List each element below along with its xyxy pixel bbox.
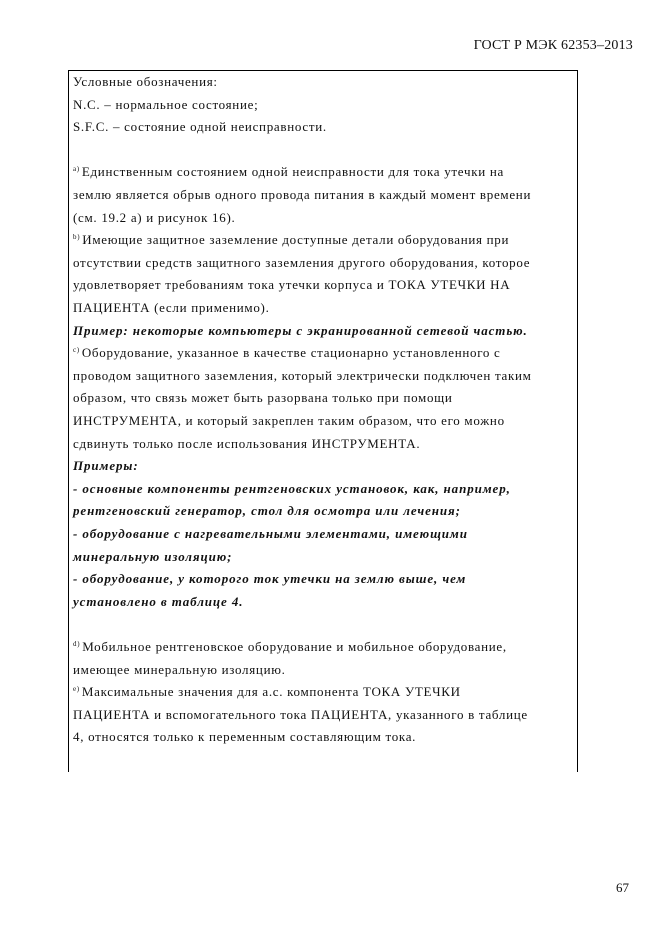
note-line <box>73 368 532 383</box>
footnote-marker: d) <box>73 640 81 648</box>
note-text: рентгеновский генератор, стол для осмотра или лечения; <box>73 503 461 519</box>
note-line <box>73 97 258 112</box>
note-line <box>73 594 243 609</box>
note-line <box>73 526 468 541</box>
footnote-marker: c) <box>73 346 80 355</box>
footnote-marker: e) <box>73 685 80 694</box>
note-text: Примеры: <box>73 458 139 474</box>
note-line <box>73 503 461 518</box>
note-line <box>73 729 416 744</box>
note-text: ПАЦИЕНТА (если применимо). <box>73 300 270 315</box>
note-text: N.C. – нормальное состояние; <box>73 96 259 112</box>
note-text: образом, что связь может быть разорвана только при помощи <box>73 390 453 406</box>
note-text: ПАЦИЕНТА и вспомогательного тока ПАЦИЕНТА, указанного в таблице <box>73 706 528 722</box>
note-text: ИНСТРУМЕНТА, и который закреплен таким образом, что его можно <box>73 413 505 428</box>
note-text: S.F.C. – состояние одной неисправности. <box>73 119 327 135</box>
note-line <box>73 571 466 586</box>
note-line <box>73 119 327 134</box>
note-line <box>73 436 420 451</box>
note-text: имеющее минеральную изоляцию. <box>73 661 286 677</box>
note-line <box>73 187 531 202</box>
note-text: Оборудование, указанное в качестве стационарно установленного с <box>81 345 501 361</box>
note-text: Единственным состоянием одной неисправности для тока утечки на <box>81 164 504 180</box>
note-text: установлено в таблице 4. <box>73 593 244 609</box>
note-text: (см. 19.2 а) и рисунок 16). <box>73 209 236 225</box>
note-line <box>73 639 507 657</box>
note-line <box>73 210 235 225</box>
note-line <box>73 345 501 363</box>
note-line <box>73 74 218 89</box>
note-text: удовлетворяет требованиям тока утечки корпуса и ТОКА УТЕЧКИ НА <box>73 277 511 293</box>
note-line <box>73 549 232 564</box>
note-text: Условные обозначения: <box>73 74 218 89</box>
note-text: - оборудование, у которого ток утечки на землю выше, чем <box>73 571 467 587</box>
footnote-marker: b) <box>73 233 81 242</box>
note-line <box>73 255 530 270</box>
note-text: - основные компоненты рентгеновских установок, как, например, <box>73 480 511 496</box>
note-line <box>73 458 139 473</box>
note-line <box>73 707 528 722</box>
note-line <box>73 300 270 315</box>
note-line <box>73 164 504 182</box>
note-text: проводом защитного заземления, который электрически подключен таким <box>73 367 532 383</box>
note-text: Пример: некоторые компьютеры с экранированной сетевой частью. <box>73 322 528 338</box>
note-line <box>73 481 511 496</box>
note-line <box>73 413 505 428</box>
note-text: отсутствии средств защитного заземления другого оборудования, которое <box>73 254 531 270</box>
note-line <box>73 277 510 292</box>
note-text: землю является обрыв одного провода питания в каждый момент времени <box>73 187 532 202</box>
note-line <box>73 390 453 405</box>
note-text: - оборудование с нагревательными элементами, имеющими <box>73 526 468 541</box>
note-text: Имеющие защитное заземление доступные детали оборудования при <box>82 232 510 248</box>
note-line <box>73 323 528 338</box>
note-line <box>73 684 461 702</box>
note-text: Максимальные значения для а.с. компонента ТОКА УТЕЧКИ <box>81 684 461 700</box>
note-text: минеральную изоляцию; <box>73 548 233 564</box>
note-line <box>73 232 509 250</box>
note-text: Мобильное рентгеновское оборудование и мобильное оборудование, <box>82 639 507 654</box>
note-text: сдвинуть только после использования ИНСТРУМЕНТА. <box>73 435 421 451</box>
document-header: ГОСТ Р МЭК 62353–2013 <box>473 38 633 53</box>
note-text: 4, относятся только к переменным составляющим тока. <box>73 729 417 745</box>
note-line <box>73 662 286 677</box>
footnote-marker: a) <box>73 165 80 174</box>
page-number: 67 <box>616 880 629 895</box>
